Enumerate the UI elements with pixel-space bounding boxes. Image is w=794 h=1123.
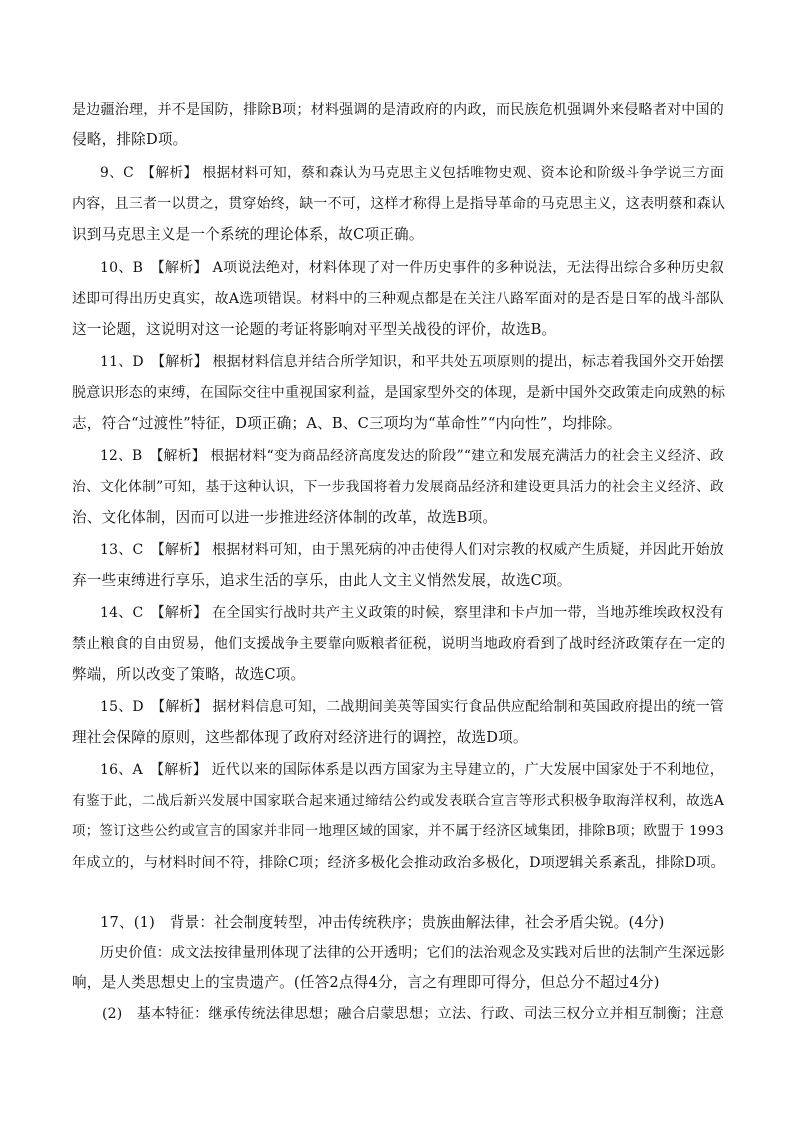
answer-13-line: 13、C 【解析】 根据材料可知，由于黑死病的冲击使得人们对宗教的权威产生质疑，并因此开始放 bbox=[100, 542, 724, 558]
text-line: 内容，且三者一以贯之，贯穿始终，缺一不可，这样才称得上是指导革命的马克思主义，这表明蔡和森认 bbox=[72, 196, 726, 212]
answer-9-line: 9、C 【解析】 根据材料可知，蔡和森认为马克思主义包括唯物史观、资本论和阶级斗争学说三方面 bbox=[100, 165, 724, 181]
text-line: 治、文化体制，因而可以进一步推进经济体制的改革，故选B项。 bbox=[72, 509, 498, 526]
answer-11-line: 11、D 【解析】 根据材料信息并结合所学知识，和平共处五项原则的提出，标志着我国外交开始摆 bbox=[100, 354, 724, 370]
answer-17-2-line: (2) 基本特征：继承传统法律思想；融合启蒙思想；立法、行政、司法三权分立并相互制衡；注意 bbox=[102, 1006, 724, 1022]
answer-14-line: 14、C 【解析】 在全国实行战时共产主义政策的时候，察里津和卡卢加一带，当地苏维埃政权没有 bbox=[100, 605, 724, 621]
answer-15-line: 15、D 【解析】 据材料信息可知，二战期间美英等国实行食品供应配给制和英国政府提出的统一管 bbox=[100, 699, 724, 715]
text-line: 脱意识形态的束缚，在国际交往中重视国家利益，是国家型外交的体现，是新中国外交政策走向成熟的标 bbox=[72, 385, 726, 401]
text-line: 是边疆治理，并不是国防，排除B项；材料强调的是清政府的内政，而民族危机强调外来侵略者对中国的 bbox=[72, 102, 724, 118]
answer-10-line: 10、B 【解析】 A项说法绝对，材料体现了对一件历史事件的多种说法，无法得出综合多种历史叙 bbox=[100, 260, 724, 276]
text-line: 这一论题，这说明对这一论题的考证将影响对平型关战役的评价，故选B。 bbox=[72, 321, 557, 338]
text-line: 响，是人类思想史上的宝贵遗产。(任答2点得4分，言之有理即可得分，但总分不超过4分) bbox=[72, 974, 660, 991]
text-line: 弊端，所以改变了策略，故选C项。 bbox=[72, 666, 306, 683]
text-line: 项；签订这些公约或宣言的国家并非同一地理区域的国家，并不属于经济区域集团，排除B项；欧盟于 1993 bbox=[72, 824, 724, 839]
text-line: 有鉴于此，二战后新兴发展中国家联合起来通过缔结公约或发表联合宣言等形式积极争取海洋权利，故选A bbox=[72, 793, 724, 809]
text-line: 侵略，排除D项。 bbox=[72, 131, 188, 148]
answer-17-1-line: 17、(1) 背景：社会制度转型，冲击传统秩序；贵族曲解法律，社会矛盾尖锐。(4分) bbox=[100, 914, 665, 931]
text-line: 理社会保障的原则，这些都体现了政府对经济进行的调控，故选D项。 bbox=[72, 729, 528, 746]
text-line: 年成立的，与材料时间不符，排除C项；经济多极化会推动政治多极化，D项逻辑关系紊乱，排除D项。 bbox=[72, 855, 725, 871]
text-line: 志，符合“过渡性”特征，D项正确；A、B、C三项均为“革命性”“内向性”，均排除。 bbox=[72, 415, 622, 432]
answer-16-line: 16、A 【解析】 近代以来的国际体系是以西方国家为主导建立的，广大发展中国家处于不利地位， bbox=[100, 762, 724, 778]
text-line: 治、文化体制”可知，基于这种认识，下一步我国将着力发展商品经济和建设更具活力的社会主义经济、政 bbox=[72, 479, 724, 495]
answer-12-line: 12、B 【解析】 根据材料“变为商品经济高度发达的阶段”“建立和发展充满活力的社会主义经济、政 bbox=[100, 448, 724, 464]
text-line: 禁止粮食的自由贸易，他们支援战争主要靠向贩粮者征税，说明当地政府看到了战时经济政策存在一定的 bbox=[72, 636, 726, 652]
text-line: 历史价值：成文法按律量刑体现了法律的公开透明；它们的法治观念及实践对后世的法制产生深远影 bbox=[100, 945, 725, 961]
text-line: 识到马克思主义是一个系统的理论体系，故C项正确。 bbox=[72, 226, 424, 243]
text-line: 弃一些束缚进行享乐，追求生活的享乐，由此人文主义悄然发展，故选C项。 bbox=[72, 572, 572, 589]
text-line: 述即可得出历史真实，故A选项错误。材料中的三种观点都是在关注八路军面对的是否是日军的战斗部队 bbox=[72, 291, 724, 307]
